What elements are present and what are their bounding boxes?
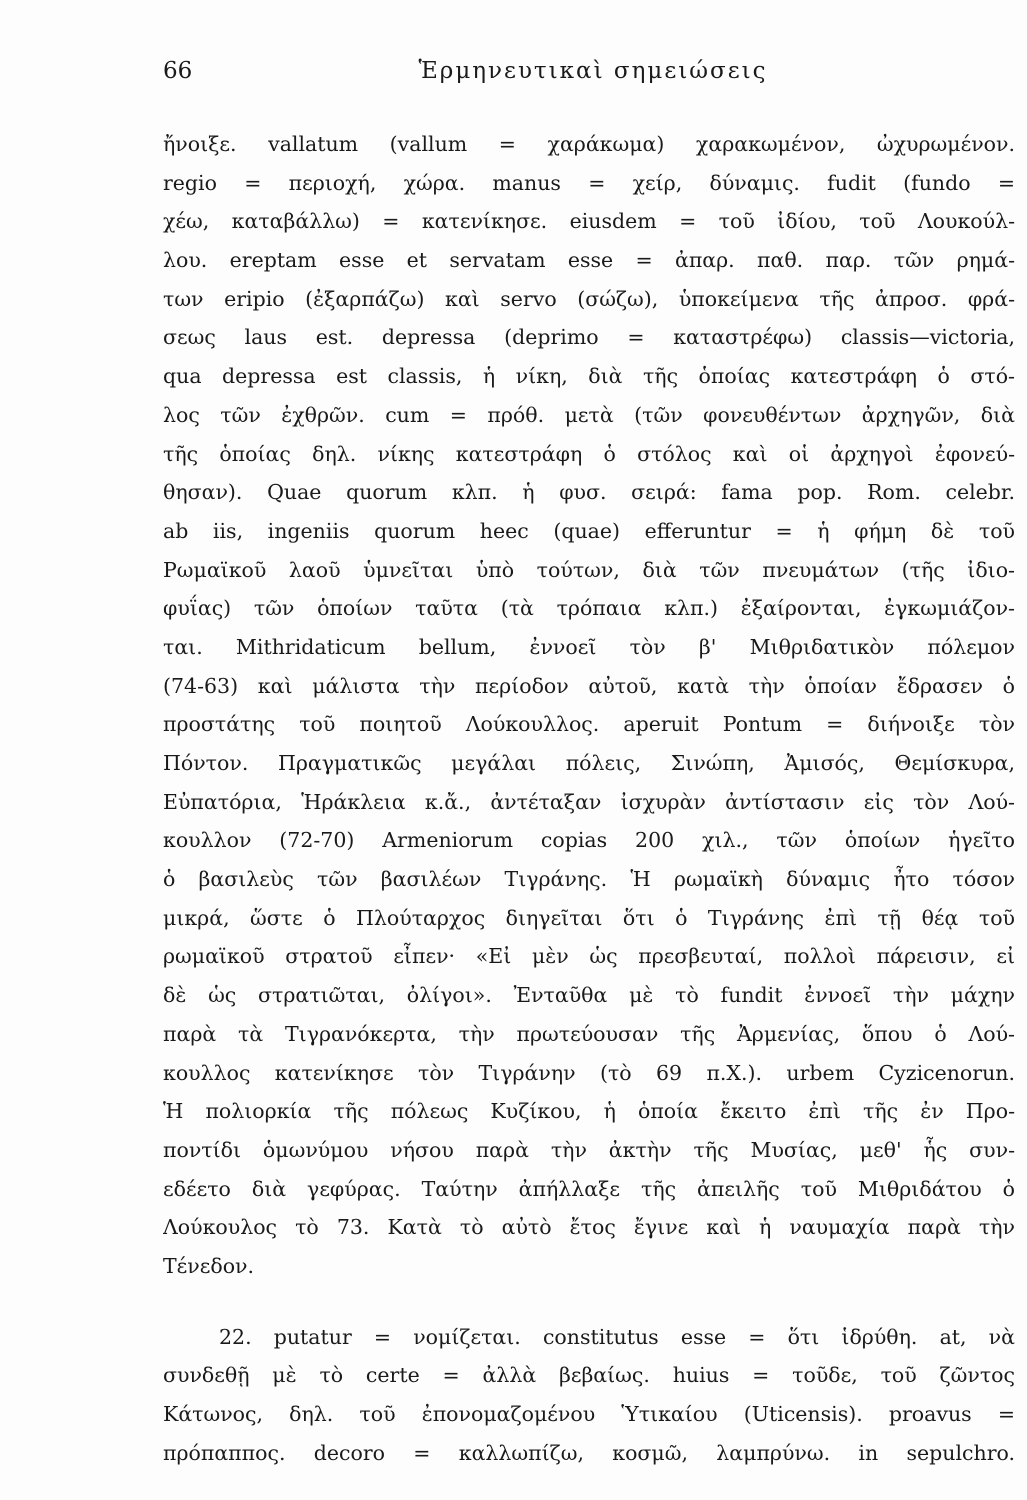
paragraph <box>163 125 1015 1286</box>
text-line: παρὰ τὰ Τιγρανόκερτα, τὴν πρωτεύουσαν τῆς Ἀρμενίας, ὅπου ὁ Λού- <box>163 1021 1015 1046</box>
body-text <box>163 125 1015 1472</box>
text-line: χέω, καταβάλλω) = κατενίκησε. eiusdem = τοῦ ἰδίου, τοῦ Λουκούλ- <box>163 209 1015 234</box>
text-line: κουλλον (72-70) Armeniorum copias 200 χιλ., τῶν ὁποίων ἡγεῖτο <box>163 828 1015 853</box>
text-line: ποντίδι ὁμωνύμου νήσου παρὰ τὴν ἀκτὴν τῆς Μυσίας, μεθ' ἧς συν- <box>163 1137 1015 1162</box>
page-header <box>163 58 1023 92</box>
running-title: Ἑρμηνευτικαὶ σημειώσεις <box>418 58 768 84</box>
text-line: Ρωμαϊκοῦ λαοῦ ὑμνεῖται ὑπὸ τούτων, διὰ τῶν πνευμάτων (τῆς ἰδιο- <box>163 557 1015 582</box>
text-line: 22. putatur = νομίζεται. constitutus esse = ὅτι ἱδρύθη. at, νὰ <box>219 1324 1015 1349</box>
text-line: ἤνοιξε. vallatum (vallum = χαράκωμα) χαρακωμένον, ὠχυρωμένον. <box>163 132 1015 156</box>
text-line: τῆς ὁποίας δηλ. νίκης κατεστράφη ὁ στόλος καὶ οἱ ἀρχηγοὶ ἐφονεύ- <box>163 441 1015 466</box>
text-line: Κάτωνος, δηλ. τοῦ ἐπονομαζομένου Ὑτικαίου (Uticensis). proavus = <box>163 1402 1015 1426</box>
text-line: λος τῶν ἐχθρῶν. cum = πρόθ. μετὰ (τῶν φονευθέντων ἀρχηγῶν, διὰ <box>163 402 1015 427</box>
text-line: συνδεθῇ μὲ τὸ certe = ἀλλὰ βεβαίως. huius = τοῦδε, τοῦ ζῶντος <box>163 1363 1015 1388</box>
text-line: δὲ ὡς στρατιῶται, ὀλίγοι». Ἐνταῦθα μὲ τὸ fundit ἐννοεῖ τὴν μάχην <box>163 983 1015 1008</box>
text-line: Ἡ πολιορκία τῆς πόλεως Κυζίκου, ἡ ὁποία ἔκειτο ἐπὶ τῆς ἐν Προ- <box>163 1099 1015 1124</box>
text-line: Πόντον. Πραγματικῶς μεγάλαι πόλεις, Σινώπη, Ἀμισός, Θεμίσκυρα, <box>163 751 1015 775</box>
page-number: 66 <box>163 58 193 84</box>
paragraph-gap <box>163 1286 1015 1318</box>
text-line: λου. ereptam esse et servatam esse = ἀπαρ. παθ. παρ. τῶν ρημά- <box>163 248 1015 273</box>
text-line: Λούκουλος τὸ 73. Κατὰ τὸ αὐτὸ ἔτος ἔγινε καὶ ἡ ναυμαχία παρὰ τὴν <box>163 1215 1015 1240</box>
text-line: εδέετο διὰ γεφύρας. Ταύτην ἀπήλλαξε τῆς ἀπειλῆς τοῦ Μιθριδάτου ὁ <box>163 1176 1015 1201</box>
text-line: ab iis, ingeniis quorum heec (quae) efferuntur = ἡ φήμη δὲ τοῦ <box>163 518 1015 543</box>
text-line: qua depressa est classis, ἡ νίκη, διὰ τῆς ὁποίας κατεστράφη ὁ στό- <box>163 364 1015 389</box>
text-line: (74-63) καὶ μάλιστα τὴν περίοδον αὐτοῦ, κατὰ τὴν ὁποίαν ἔδρασεν ὁ <box>163 673 1015 698</box>
paragraph <box>163 1318 1015 1473</box>
text-line: κουλλος κατενίκησε τὸν Τιγράνην (τὸ 69 π.Χ.). urbem Cyzicenorun. <box>163 1060 1015 1085</box>
text-line: ὁ βασιλεὺς τῶν βασιλέων Τιγράνης. Ἡ ρωμαϊκὴ δύναμις ἦτο τόσον <box>163 867 1015 892</box>
text-line: θησαν). Quae quorum κλπ. ἡ φυσ. σειρά: fama pop. Rom. celebr. <box>163 480 1015 505</box>
text-line: φυΐας) τῶν ὁποίων ταῦτα (τὰ τρόπαια κλπ.) ἐξαίρονται, ἐγκωμιάζον- <box>163 596 1015 621</box>
text-line: πρόπαππος. decoro = καλλωπίζω, κοσμῶ, λαμπρύνω. in sepulchro. <box>163 1440 1015 1465</box>
text-line: regio = περιοχή, χώρα. manus = χείρ, δύναμις. fudit (fundo = <box>163 170 1015 195</box>
text-line: μικρά, ὥστε ὁ Πλούταρχος διηγεῖται ὅτι ὁ Τιγράνης ἐπὶ τῇ θέᾳ τοῦ <box>163 905 1015 930</box>
text-line: σεως laus est. depressa (deprimo = καταστρέφω) classis—victoria, <box>163 325 1015 350</box>
text-line: ρωμαϊκοῦ στρατοῦ εἶπεν· «Εἰ μὲν ὡς πρεσβευταί, πολλοὶ πάρεισιν, εἰ <box>163 944 1015 969</box>
text-line: προστάτης τοῦ ποιητοῦ Λούκουλλος. aperuit Pontum = διήνοιξε τὸν <box>163 712 1015 737</box>
text-line: Τένεδον. <box>163 1253 255 1278</box>
text-line: Εὐπατόρια, Ἡράκλεια κ.ἄ., ἀντέταξαν ἰσχυρὰν ἀντίστασιν εἰς τὸν Λού- <box>163 789 1015 814</box>
text-line: των eripio (ἐξαρπάζω) καὶ servo (σώζω), ὑποκείμενα τῆς ἀπροσ. φρά- <box>163 286 1015 311</box>
text-line: ται. Mithridaticum bellum, ἐννοεῖ τὸν β' Μιθριδατικὸν πόλεμον <box>163 634 1015 659</box>
